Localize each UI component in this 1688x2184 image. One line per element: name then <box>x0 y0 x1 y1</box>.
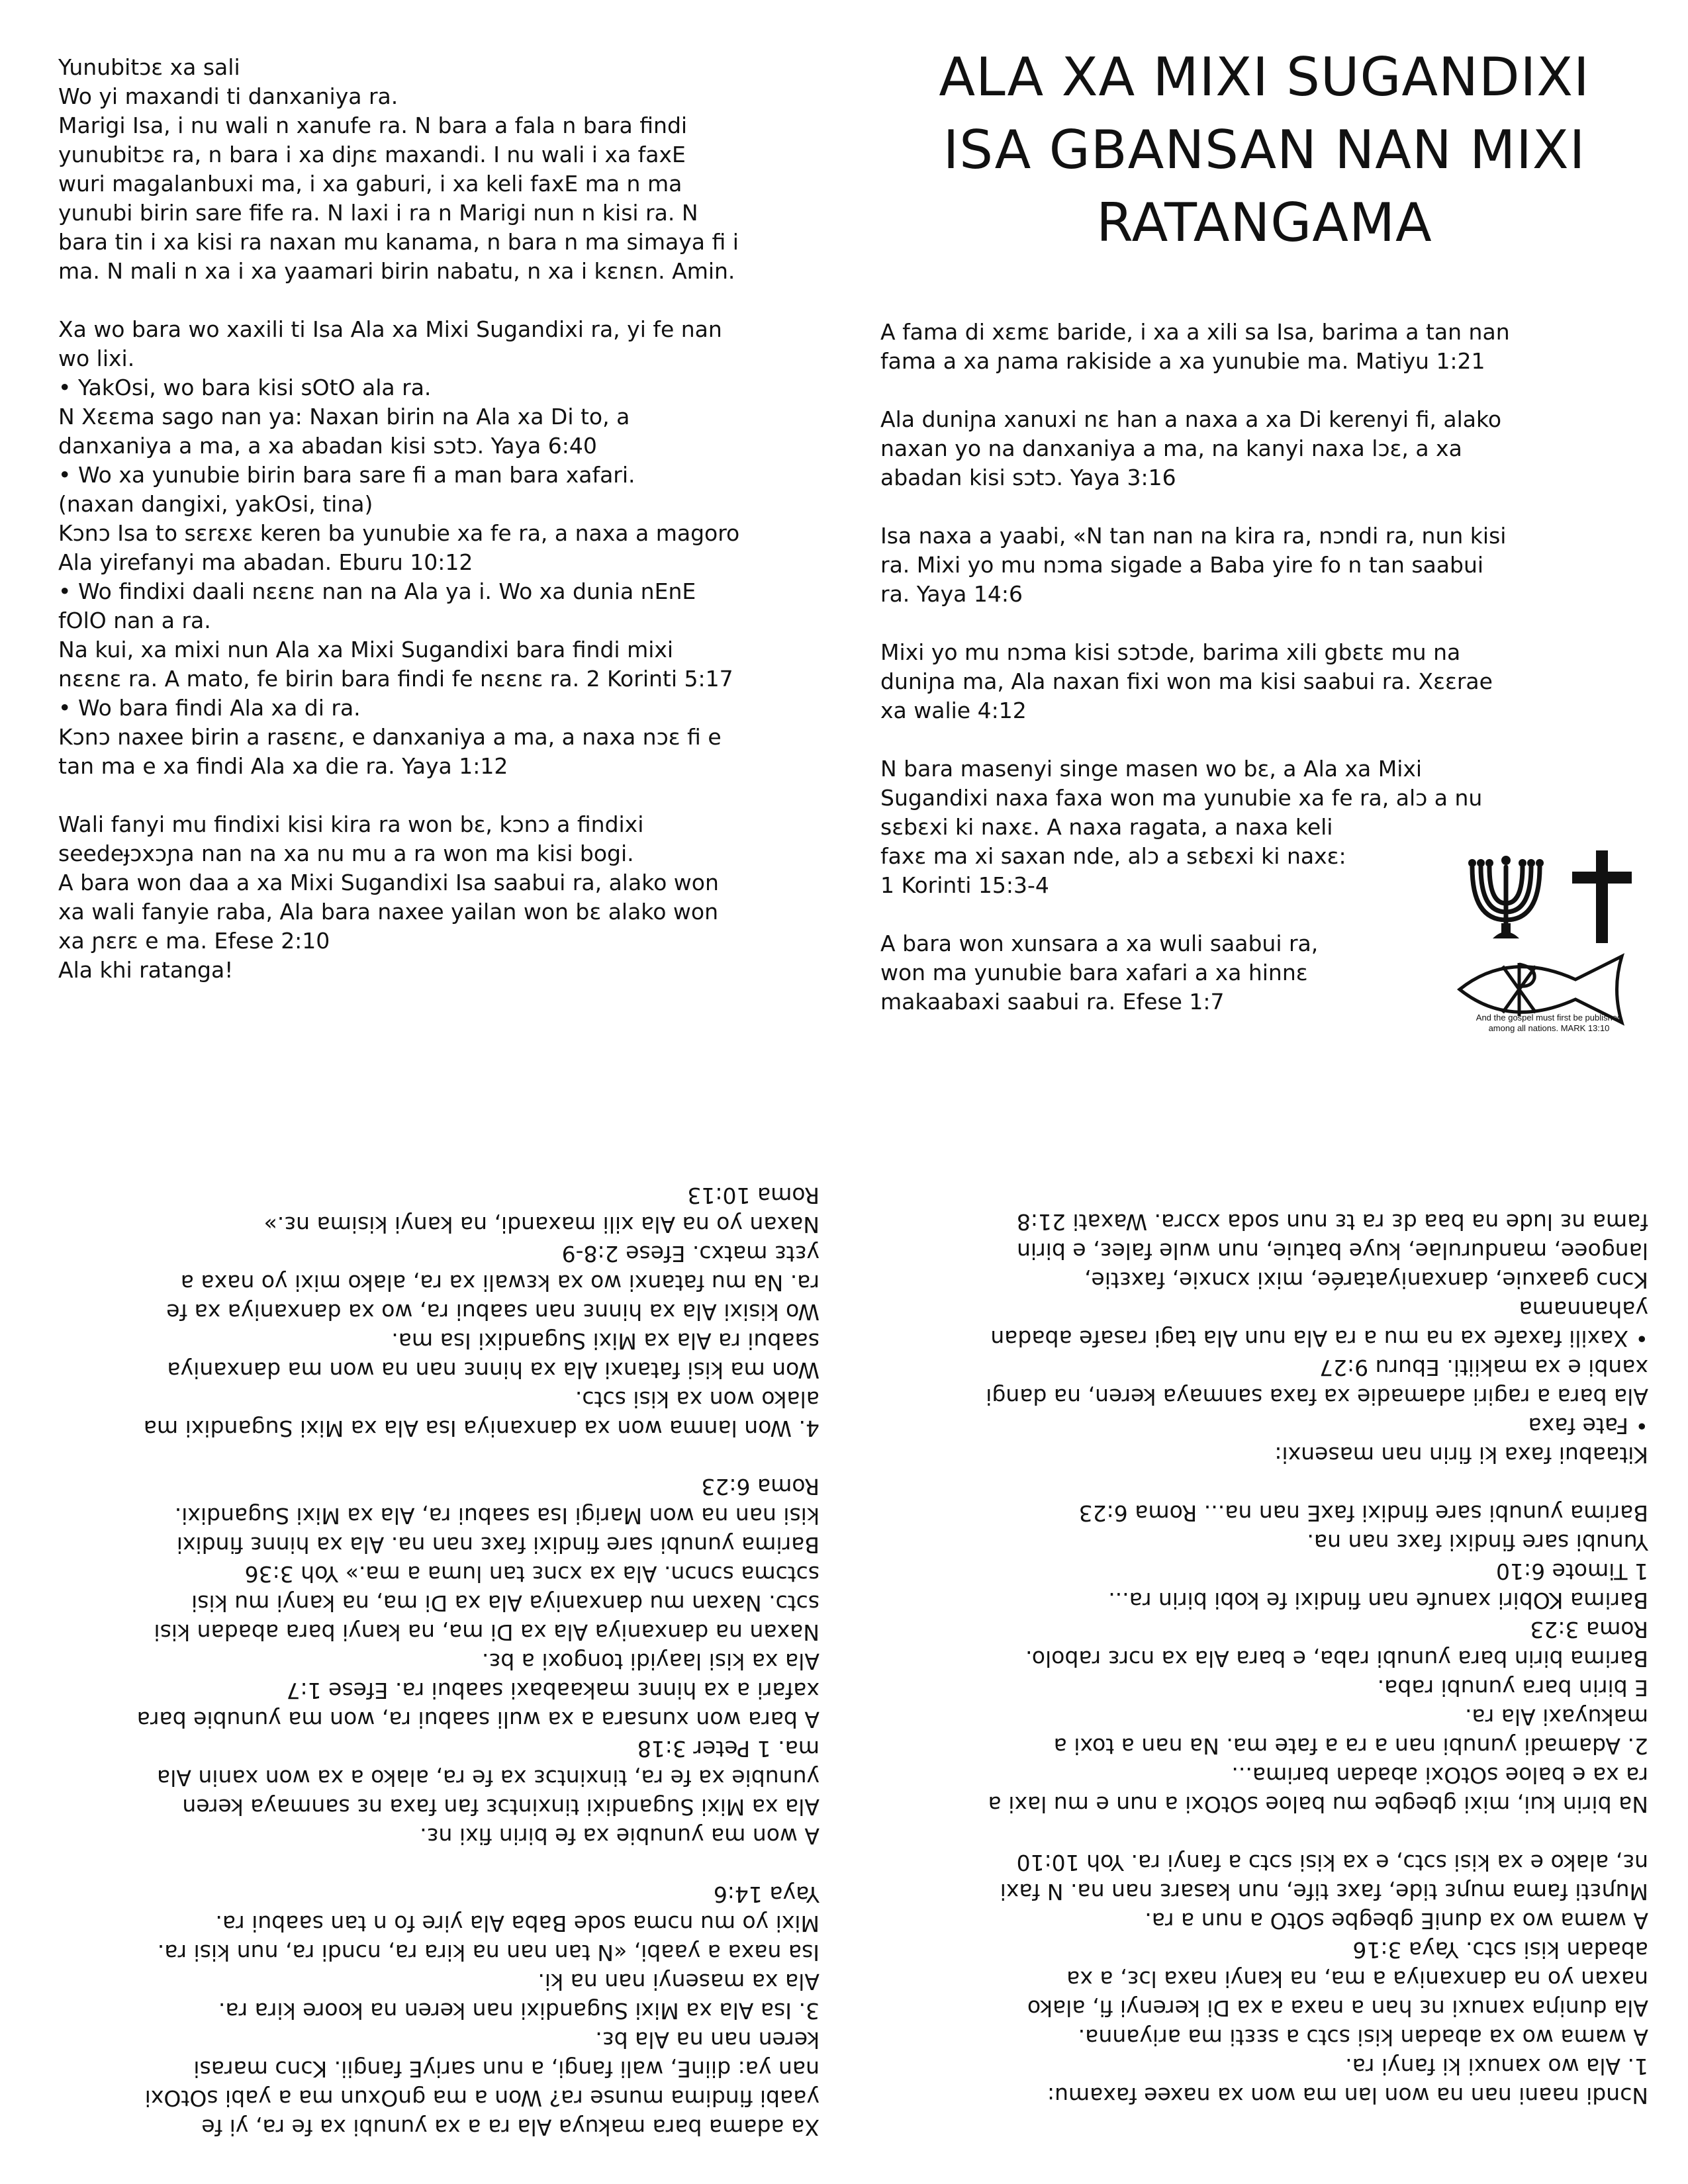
text-line: Ala xa masenyi nan na ki. <box>538 1969 820 1995</box>
text-line: faxɛ ma xi saxan nde, alɔ a sɛbɛxi ki naxɛ: <box>880 843 1346 869</box>
text-line: Wo yi maxandi ti danxaniya ra. <box>58 83 399 109</box>
paragraph <box>880 318 1648 376</box>
text-line: A wama wo xa abadan kisi sɔtɔ a sɛɛti ma ariyanna. <box>1078 2025 1648 2050</box>
text-line: A won ma yunubie xa fe birin fixi nɛ. <box>420 1823 820 1849</box>
text-line: wo lixi. <box>58 345 135 371</box>
text-line: 1 Timote 6:10 <box>1496 1559 1648 1584</box>
page-title <box>880 41 1648 259</box>
text-line: Ala xa kisi laayidi tongoxi a bɛ. <box>481 1649 820 1674</box>
text-line: 4. Won lanma won xa danxaniya Isa Ala xa Mixi Sugandixi ma <box>143 1416 820 1441</box>
text-line: ra. Yaya 14:6 <box>880 581 1023 607</box>
text-line: yɛtɛ matxɔ. Efese 2:8-9 <box>561 1241 820 1267</box>
text-line: danxaniya a ma, a xa abadan kisi sɔtɔ. Yaya 6:40 <box>58 433 597 459</box>
text-line: A bara won xunsara a xa wuli saabui ra, won ma yunubie bara <box>136 1707 820 1733</box>
text-line: yaabi findima munse ra? Won a ma gnOxun ma a yabi sOtOxi <box>144 2085 820 2111</box>
caption-line: And the gospel must first be published <box>1476 1013 1622 1023</box>
text-line: Kɔnɔ naxee birin a rasɛnɛ, e danxaniya a ma, a naxa nɔɛ fi e <box>58 724 722 750</box>
text-line: xa walie 4:12 <box>880 698 1027 723</box>
paragraph <box>58 315 820 781</box>
paragraph <box>58 53 820 286</box>
text-line: • Wo xa yunubie birin bara sare fi a man bara xafari. <box>58 462 635 488</box>
text-line: 3. Isa Ala xa Mixi Sugandixi nan keren na koore kira ra. <box>218 1998 820 2024</box>
text-line: A bara won daa a xa Mixi Sugandixi Isa saabui ra, alako won <box>58 870 719 895</box>
text-line: abadan kisi sɔtɔ. Yaya 3:16 <box>880 465 1176 490</box>
text-line: naxan yo na danxaniya a ma, na kanyi naxa lɔɛ, a xa <box>880 435 1462 461</box>
text-line: Ala duniɲa xanuxi nɛ han a naxa a xa Di kerenyi fi, alako <box>880 406 1502 432</box>
text-line: • Wo findixi daali nɛɛnɛ nan na Ala ya i. Wo xa dunia nEnE <box>58 578 696 604</box>
paragraph <box>58 1880 820 2142</box>
text-line: Na birin kui, mixi gbegbe mu baloe sOtOxi a nun e mu laxi a <box>988 1792 1648 1817</box>
text-line: nan ya: diinE, wali fangi, a nun sariyE fangii. Kɔnɔ marasi <box>193 2056 820 2082</box>
text-line: makaabaxi saabui ra. Efese 1:7 <box>880 989 1225 1015</box>
text-line: 1 Korinti 15:3-4 <box>880 872 1049 898</box>
text-line: Barima KObiri xanufe nan findixi fe kobi birin ra... <box>1108 1588 1648 1614</box>
text-line: Na kui, xa mixi nun Ala xa Mixi Sugandixi bara findi mixi <box>58 637 674 662</box>
text-line: Naxan na danxaniya Ala xa Di ma, na kanyi bara abadan kisi <box>154 1619 820 1645</box>
text-line: Ala xa Mixi Sugandixi tinxintɔɛ fan faxa nɛ sanmaya keren <box>182 1794 820 1820</box>
text-line: Xa wo bara wo xaxili ti Isa Ala xa Mixi Sugandixi ra, yi fe nan <box>58 316 722 342</box>
text-line: 2. Adamadi yunubi nan a ra a fate ma. Na nan a toxi a <box>1053 1733 1648 1759</box>
text-line: yunubitɔɛ ra, n bara i xa diɲɛ maxandi. I nu wali i xa faxE <box>58 142 686 167</box>
text-line: yunubi birin sare fife ra. N laxi i ra n Marigi nun n kisi ra. N <box>58 200 698 226</box>
text-line: xa ɲɛrɛ e ma. Efese 2:10 <box>58 928 330 954</box>
text-line: Nɔndi naani nan na won lan ma won xa naxee faxamu: <box>1047 2083 1648 2109</box>
paragraph <box>880 522 1648 609</box>
text-line: ra. Mixi yo mu nɔma sigade a Baba yire fo n tan saabui <box>880 552 1484 578</box>
text-line: ra. Na mu fatanxi wo xa kɛwali xa ra, alako mixi yo naxa a <box>180 1270 820 1296</box>
text-line: Barima yunubi sare findixi faxE nan na... Roma 6:23 <box>1078 1500 1648 1526</box>
text-line: Won ma kisi fatanxi Ala xa hinnɛ nan na won ma danxaniya <box>167 1357 820 1383</box>
caption-line: among all nations. MARK 13:10 <box>1488 1023 1610 1033</box>
text-line: Mixi yo mu nɔma kisi sɔtɔde, barima xili gbɛtɛ mu na <box>880 639 1461 665</box>
text-line: Kitaabui faxa ki firin nan masenxi: <box>1274 1442 1648 1468</box>
text-line: abadan kisi sɔtɔ. Yaya 3:16 <box>1352 1937 1648 1963</box>
text-line: duniɲa ma, Ala naxan fixi won ma kisi saabui ra. Xɛɛrae <box>880 668 1493 694</box>
text-line: tan ma e xa findi Ala xa die ra. Yaya 1:12 <box>58 753 508 779</box>
text-line: fama a xa ɲama rakiside a xa yunubie ma. Matiyu 1:21 <box>880 348 1485 374</box>
text-line: kisi nan na won Marigi Isa saabui ra, Ala xa Mixi Sugandixi. <box>174 1503 820 1529</box>
text-line: Yaya 14:6 <box>713 1882 820 1907</box>
text-line: 1. Ala wo xanuxi ki fanyi ra. <box>1345 2054 1648 2079</box>
text-line: • Xaxili faxafe xa na mu a ra Ala nun Ala tagi rasafe abadan <box>990 1326 1648 1351</box>
text-line: E birin bara yunubi raba. <box>1377 1675 1648 1701</box>
text-line: Wo kisixi Ala xa hinnɛ nan saabui ra, wo xa danxaniya xa fe <box>166 1299 820 1325</box>
text-line: A bara won xunsara a xa wuli saabui ra, <box>880 931 1319 956</box>
text-line: alako won xa kisi sɔtɔ. <box>575 1387 820 1412</box>
text-line: seedeɟɔxɔɲa nan na xa nu mu a ra won ma kisi bogi. <box>58 841 634 866</box>
text-line: sɛbɛxi ki naxɛ. A naxa ragata, a naxa keli <box>880 814 1333 840</box>
text-line: Roma 3:23 <box>1530 1617 1648 1643</box>
text-line: ma. N mali n xa i xa yaamari birin nabatu, n xa i kɛnɛn. Amin. <box>58 258 735 284</box>
paragraph <box>880 638 1648 725</box>
text-line: Kɔnɔ Isa to sɛrɛxɛ keren ba yunubie xa fe ra, a naxa a magoro <box>58 520 740 546</box>
text-line: Kɔnɔ gaaxuie, danxaniyatarée, mixi xɔnxie, faxɛtie, <box>1084 1267 1648 1293</box>
text-line: Ala duniɲa xanuxi nɛ han a naxa a xa Di kerenyi fi, alako <box>1027 1995 1648 2021</box>
text-line: N bara masenyi singe masen wo bɛ, a Ala xa Mixi <box>880 756 1423 782</box>
text-line: • YakOsi, wo bara kisi sOtO ala ra. <box>58 375 432 400</box>
text-line: (naxan dangixi, yakOsi, tina) <box>58 491 373 517</box>
title-line: RATANGAMA <box>1096 192 1432 253</box>
text-line: bara tin i xa kisi ra naxan mu kanama, n bara n ma simaya fi i <box>58 229 739 255</box>
rotated-panel-left <box>58 1152 820 2142</box>
text-line: fama nɛ lude na baa dɛ ra tɛ nun soda xɔɔra. Waxati 21:8 <box>1016 1209 1648 1235</box>
text-line: Yunubi sare findixi faxɛ nan na. <box>1307 1529 1648 1555</box>
text-line: Yunubitɔɛ xa sali <box>58 54 240 80</box>
text-line: ra xa e baloe sOtOxi abadan barima... <box>1231 1762 1648 1788</box>
text-line: Isa naxa a yaabi, «N tan nan na kira ra, nɔndi ra, nun kisi <box>880 523 1507 549</box>
text-line: yunubie xa fe ra, tinxintɔɛ xa fe ra, alako a xa won xanin Ala <box>156 1765 820 1791</box>
text-line: xanbi e xa makiiti. Eburu 9:27 <box>1319 1355 1648 1381</box>
text-line: Xa adama bara makuya Ala ra a xa yunubi xa fe ra, yi fe <box>201 2115 820 2140</box>
text-line: xa wali fanyie raba, Ala bara naxee yailan won bɛ alako won <box>58 899 719 925</box>
title-line: ISA GBANSAN NAN MIXI <box>943 119 1586 181</box>
text-line: Mixi yo mu nɔma sode Baba Ala yire fo n tan saabui ra. <box>215 1911 820 1936</box>
text-line: Wali fanyi mu findixi kisi kira ra won bɛ, kɔnɔ a findixi <box>58 811 644 837</box>
text-line: Barima yunubi sare findixi faxɛ nan na. Ala xa hinnɛ findixi <box>176 1532 820 1558</box>
text-line: sɔtɔma sɔnɔn. Ala xa xɔnɛ tan luma a ma.» Yoh 3:36 <box>244 1561 820 1587</box>
text-line: keren nan na Ala bɛ. <box>595 2027 820 2053</box>
text-line: nɛɛnɛ ra. A mato, fe birin bara findi fe nɛɛnɛ ra. 2 Korinti 5:17 <box>58 666 733 692</box>
title-line: ALA XA MIXI SUGANDIXI <box>939 46 1590 108</box>
text-line: Muɲɛti fama muɲɛ tide, faxɛ tife, nun kasarɛ nan na. N faxi <box>1000 1879 1648 1905</box>
text-line: Ala bara a ragiri adamadie xa faxa sanmaya keren, na dangi <box>986 1384 1648 1410</box>
text-line: naxan yo na danxaniya a ma, na kanyi naxa lɔɛ, a xa <box>1066 1966 1648 1992</box>
text-line: ma. 1 Peter 3:18 <box>637 1736 820 1762</box>
paragraph <box>880 1207 1648 1469</box>
text-line: wuri magalanbuxi ma, i xa gaburi, i xa keli faxE ma n ma <box>58 171 682 197</box>
text-line: Roma 10:13 <box>687 1183 820 1208</box>
text-line: nɛ, alako e xa kisi sɔtɔ, e xa kisi sɔtɔ a fanyi ra. Yoh 10:10 <box>1016 1850 1648 1876</box>
text-line: • Fate faxa <box>1528 1413 1648 1439</box>
text-line: • Wo bara findi Ala xa di ra. <box>58 695 361 721</box>
text-line: langoee, mandurulae, kuye batuie, nun wule faleɛ, e birin <box>1017 1238 1648 1264</box>
text-line: sɔtɔ. Naxan mu danxaniya Ala xa Di ma, na kanyi mu kisi <box>191 1590 820 1616</box>
rotated-panel-right <box>880 1178 1648 2110</box>
text-line: N Xɛɛma sago nan ya: Naxan birin na Ala xa Di to, a <box>58 404 630 430</box>
text-line: Naxan yo na Ala xili maxandi, na kanyi kisima nɛ.» <box>263 1212 820 1238</box>
cross-icon <box>1572 850 1632 943</box>
text-line: Ala khi ratanga! <box>58 957 234 983</box>
text-line: A fama di xɛmɛ baride, i xa a xili sa Isa, barima a tan nan <box>880 319 1510 345</box>
text-line: Roma 6:23 <box>701 1474 820 1500</box>
paragraph <box>880 1498 1648 1819</box>
text-line: yahannama <box>1519 1297 1648 1322</box>
text-line: Sugandixi naxa faxa won ma yunubie xa fe ra, alɔ a nu <box>880 785 1483 811</box>
text-line: A wama wo xa duniE gbegbe sOtO a nun a ra. <box>1145 1908 1648 1934</box>
paragraph <box>58 1181 820 1443</box>
paragraph <box>58 810 820 985</box>
prayer-panel <box>58 53 820 1014</box>
paragraph <box>880 1848 1648 2110</box>
text-line: makuyaxi Ala ra. <box>1464 1704 1648 1730</box>
text-line: saabui ra Ala xa Mixi Sugandixi Isa ma. <box>391 1328 820 1354</box>
paragraph <box>880 405 1648 492</box>
text-line: xafari a xa hinnɛ makaabaxi saabui ra. Efese 1:7 <box>286 1678 820 1704</box>
text-line: fOlO nan a ra. <box>58 608 211 633</box>
paragraph <box>58 1472 820 1850</box>
text-line: Barima birin bara yunubi raba, e bara Ala xa nɔrɛ rabolo. <box>1025 1646 1648 1672</box>
text-line: Ala yirefanyi ma abadan. Eburu 10:12 <box>58 549 473 575</box>
text-line: Isa naxa a yaabi, «N tan nan na kira ra, nɔndi ra, nun kisi ra. <box>157 1940 820 1966</box>
text-line: Marigi Isa, i nu wali n xanufe ra. N bara a fala n bara findi <box>58 113 688 138</box>
menorah-icon <box>1463 854 1549 946</box>
emblem-caption <box>1436 1013 1662 1034</box>
text-line: won ma yunubie bara xafari a xa hinnɛ <box>880 960 1308 985</box>
